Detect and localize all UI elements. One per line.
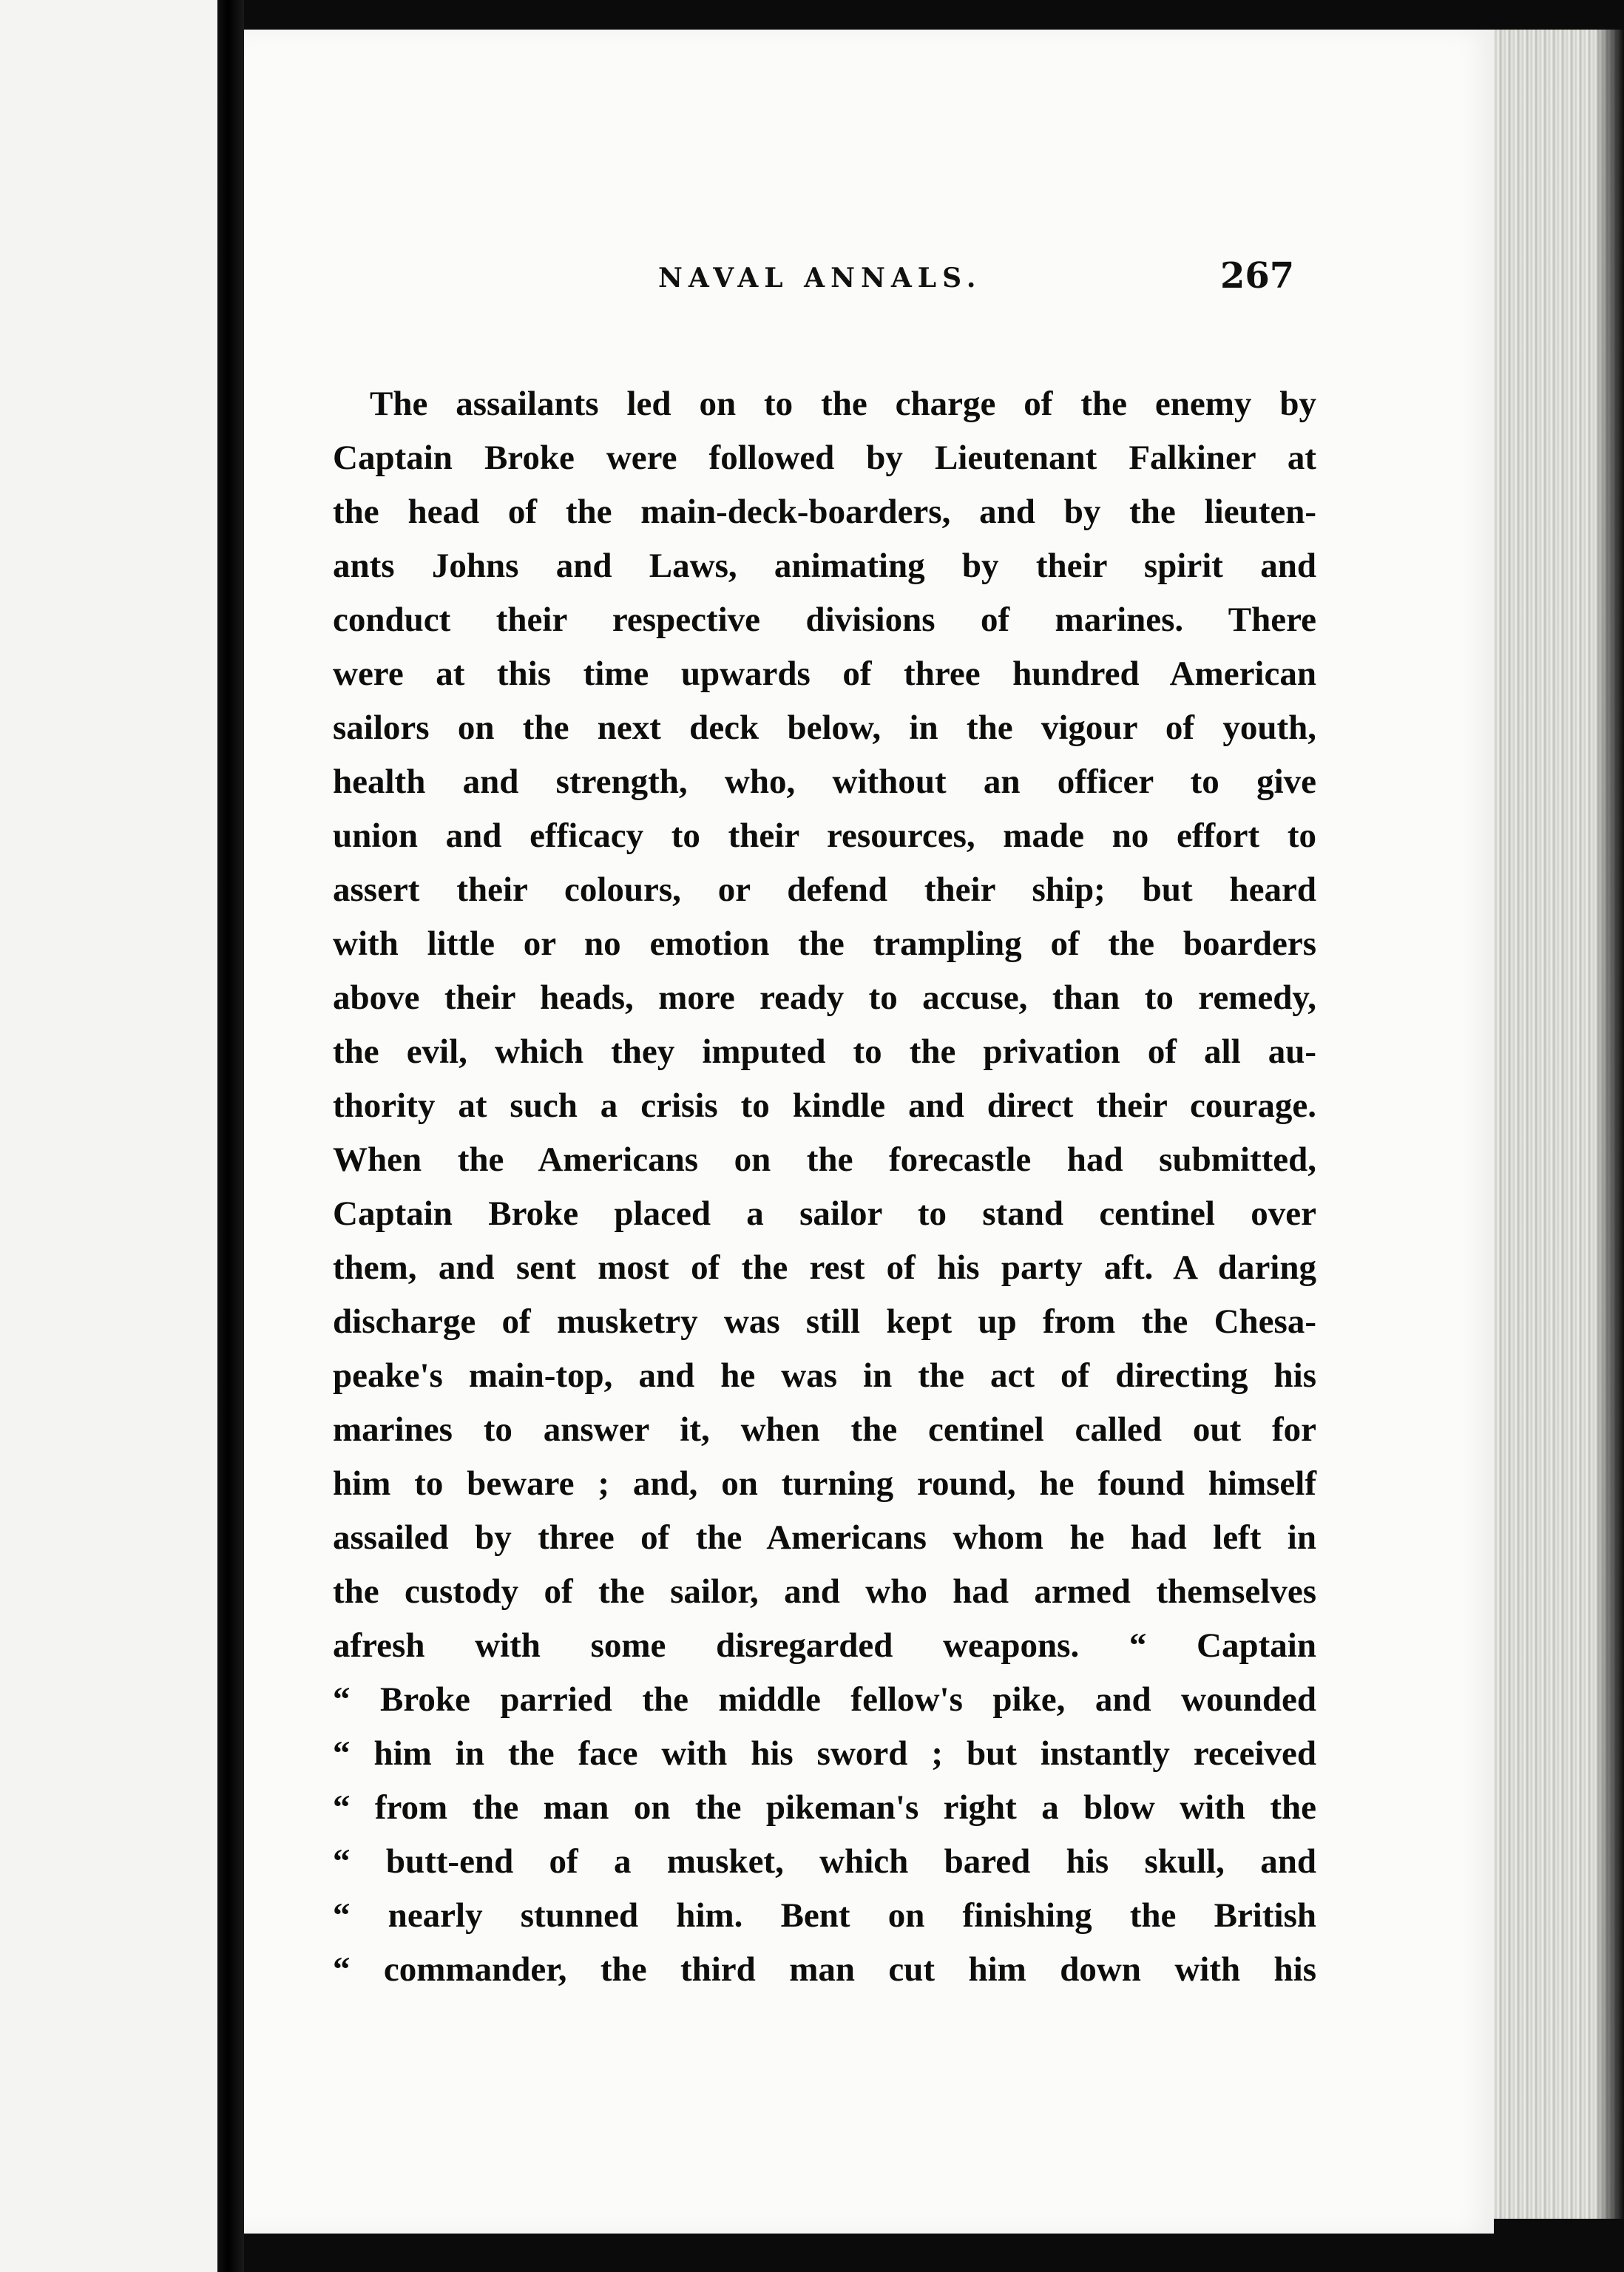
text-line: them, and sent most of the rest of his party aft. A daring (333, 1248, 1316, 1287)
text-line: union and efficacy to their resources, made no effort to (333, 816, 1316, 855)
text-line: “ butt-end of a musket, which bared his skull, and (333, 1842, 1316, 1881)
book-gutter (217, 0, 244, 2272)
text-line: above their heads, more ready to accuse, than to remedy, (333, 978, 1316, 1017)
text-line: the custody of the sailor, and who had armed themselves (333, 1572, 1316, 1611)
book-page (244, 30, 1494, 2234)
text-line: ants Johns and Laws, animating by their spirit and (333, 547, 1316, 585)
text-line: assailed by three of the Americans whom he had left in (333, 1518, 1316, 1557)
text-line: conduct their respective divisions of marines. There (333, 601, 1316, 639)
text-line: marines to answer it, when the centinel called out for (333, 1410, 1316, 1449)
text-line: Captain Broke were followed by Lieutenant Falkiner at (333, 439, 1316, 477)
book-fore-edge (1494, 30, 1624, 2219)
text-line: with little or no emotion the trampling of the boarders (333, 924, 1316, 963)
text-line: “ from the man on the pikeman's right a blow with the (333, 1788, 1316, 1827)
text-line: were at this time upwards of three hundred American (333, 655, 1316, 693)
text-line: peake's main-top, and he was in the act of directing his (333, 1356, 1316, 1395)
text-line: the head of the main-deck-boarders, and by the lieuten- (333, 493, 1316, 531)
text-line: “ him in the face with his sword ; but instantly received (333, 1734, 1316, 1773)
text-line: health and strength, who, without an officer to give (333, 763, 1316, 801)
text-line: discharge of musketry was still kept up from the Chesa- (333, 1302, 1316, 1341)
page-number: 267 (1220, 255, 1295, 297)
text-line: The assailants led on to the charge of the enemy by (370, 385, 1316, 423)
page-title: NAVAL ANNALS. (658, 263, 982, 294)
previous-page-edge (0, 0, 222, 2272)
text-line: Captain Broke placed a sailor to stand centinel over (333, 1194, 1316, 1233)
text-line: “ Broke parried the middle fellow's pike, and wounded (333, 1680, 1316, 1719)
text-line: assert their colours, or defend their ship; but heard (333, 870, 1316, 909)
text-line: afresh with some disregarded weapons. “ Captain (333, 1626, 1316, 1665)
text-line: “ nearly stunned him. Bent on finishing the British (333, 1896, 1316, 1935)
text-line: sailors on the next deck below, in the vigour of youth, (333, 709, 1316, 747)
text-line: When the Americans on the forecastle had submitted, (333, 1140, 1316, 1179)
body-text (333, 377, 1316, 1997)
text-line: “ commander, the third man cut him down with his (333, 1950, 1316, 1989)
text-line: thority at such a crisis to kindle and direct their courage. (333, 1086, 1316, 1125)
running-head (244, 255, 1494, 307)
text-line: him to beware ; and, on turning round, he found himself (333, 1464, 1316, 1503)
text-line: the evil, which they imputed to the privation of all au- (333, 1032, 1316, 1071)
